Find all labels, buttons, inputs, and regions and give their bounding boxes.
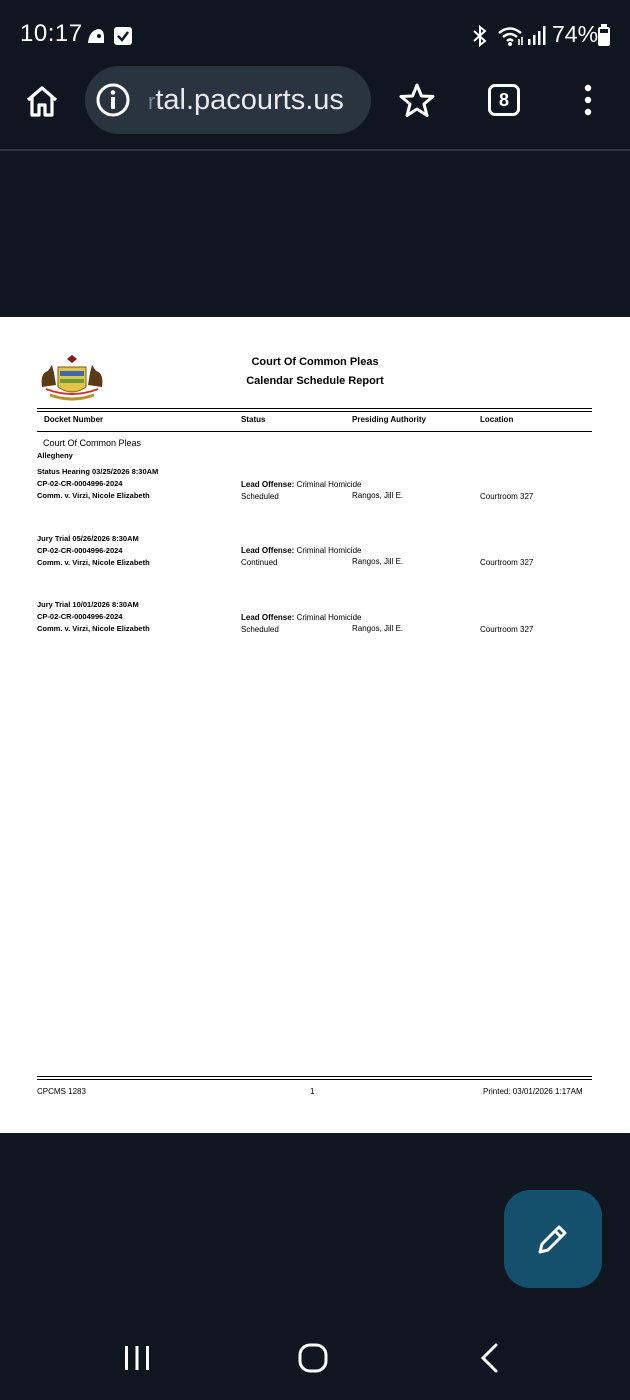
edit-button[interactable] bbox=[504, 1190, 602, 1288]
lead-offense-label: Lead Offense: bbox=[241, 613, 295, 622]
home-icon[interactable] bbox=[24, 83, 60, 119]
report-title-court: Court Of Common Pleas bbox=[251, 356, 379, 368]
lead-offense-value: Criminal Homicide bbox=[296, 613, 362, 622]
event-type-date: Jury Trial 05/26/2026 8:30AM bbox=[37, 534, 139, 543]
bluetooth-icon bbox=[472, 25, 488, 47]
court-name: Court Of Common Pleas bbox=[43, 438, 142, 448]
status-bar bbox=[0, 0, 630, 66]
col-header-location: Location bbox=[480, 415, 514, 424]
url-domain: tal.pacourts.us bbox=[155, 84, 344, 116]
lead-offense-label: Lead Offense: bbox=[241, 480, 295, 489]
footer-form-id: CPCMS 1283 bbox=[37, 1087, 86, 1096]
docket-number: CP-02-CR-0004996-2024 bbox=[37, 479, 123, 488]
pdf-report-page bbox=[0, 317, 630, 1133]
entry-status: Scheduled bbox=[241, 625, 279, 634]
site-info-icon[interactable] bbox=[95, 82, 131, 118]
lead-offense bbox=[241, 613, 361, 622]
wifi-icon bbox=[497, 25, 525, 47]
header-rule-second bbox=[37, 411, 592, 412]
docket-number: CP-02-CR-0004996-2024 bbox=[37, 546, 123, 555]
battery-icon bbox=[598, 24, 610, 46]
lead-offense-value: Criminal Homicide bbox=[296, 480, 362, 489]
case-caption: Comm. v. Virzi, Nicole Elizabeth bbox=[37, 624, 150, 633]
event-type-date: Status Hearing 03/25/2026 8:30AM bbox=[37, 467, 159, 476]
pencil-icon bbox=[534, 1220, 572, 1258]
footer-rule-bottom bbox=[37, 1079, 592, 1080]
case-caption: Comm. v. Virzi, Nicole Elizabeth bbox=[37, 491, 150, 500]
url-fade: r bbox=[148, 89, 156, 114]
tab-switcher-button[interactable]: 8 bbox=[488, 84, 520, 116]
toolbar-divider bbox=[0, 149, 630, 151]
event-type-date: Jury Trial 10/01/2026 8:30AM bbox=[37, 600, 139, 609]
checkbox-notification-icon bbox=[114, 26, 132, 45]
col-header-docket: Docket Number bbox=[44, 415, 104, 424]
header-rule-top bbox=[37, 408, 592, 409]
presiding-judge: Rangos, Jill E. bbox=[352, 624, 404, 633]
report-title-name: Calendar Schedule Report bbox=[246, 375, 384, 387]
entry-location: Courtroom 327 bbox=[480, 558, 534, 567]
col-header-status: Status bbox=[241, 415, 266, 424]
docket-number: CP-02-CR-0004996-2024 bbox=[37, 612, 123, 621]
back-nav-icon[interactable] bbox=[478, 1343, 500, 1373]
recent-apps-icon[interactable] bbox=[122, 1344, 152, 1372]
entry-location: Courtroom 327 bbox=[480, 492, 534, 501]
presiding-judge: Rangos, Jill E. bbox=[352, 491, 404, 500]
footer-page-number: 1 bbox=[310, 1087, 315, 1096]
case-caption: Comm. v. Virzi, Nicole Elizabeth bbox=[37, 558, 150, 567]
battery-percentage: 74% bbox=[552, 21, 599, 47]
entry-location: Courtroom 327 bbox=[480, 625, 534, 634]
clock: 10:17 bbox=[20, 20, 83, 47]
entry-status: Continued bbox=[241, 558, 278, 567]
bookmark-star-icon[interactable] bbox=[398, 82, 436, 120]
lead-offense-label: Lead Offense: bbox=[241, 546, 295, 555]
lead-offense-value: Criminal Homicide bbox=[296, 546, 362, 555]
signal-icon bbox=[527, 25, 547, 45]
browser-toolbar bbox=[0, 66, 630, 150]
pennsylvania-coat-of-arms-seal bbox=[36, 353, 108, 403]
lead-offense bbox=[241, 546, 361, 555]
lead-offense bbox=[241, 480, 361, 489]
col-header-presiding: Presiding Authority bbox=[352, 415, 426, 424]
header-rule-bottom bbox=[37, 431, 592, 432]
footer-rule-top bbox=[37, 1076, 592, 1077]
county-name: Allegheny bbox=[37, 451, 73, 460]
animal-crossing-app-icon bbox=[86, 27, 106, 45]
entry-status: Scheduled bbox=[241, 492, 279, 501]
presiding-judge: Rangos, Jill E. bbox=[352, 557, 404, 566]
system-navigation-bar bbox=[0, 1320, 630, 1400]
overflow-menu-icon[interactable] bbox=[576, 82, 600, 118]
home-nav-icon[interactable] bbox=[298, 1343, 328, 1373]
footer-printed-date: Printed: 03/01/2026 1:17AM bbox=[483, 1087, 583, 1096]
url-text[interactable] bbox=[148, 84, 344, 117]
address-bar[interactable] bbox=[85, 66, 371, 134]
